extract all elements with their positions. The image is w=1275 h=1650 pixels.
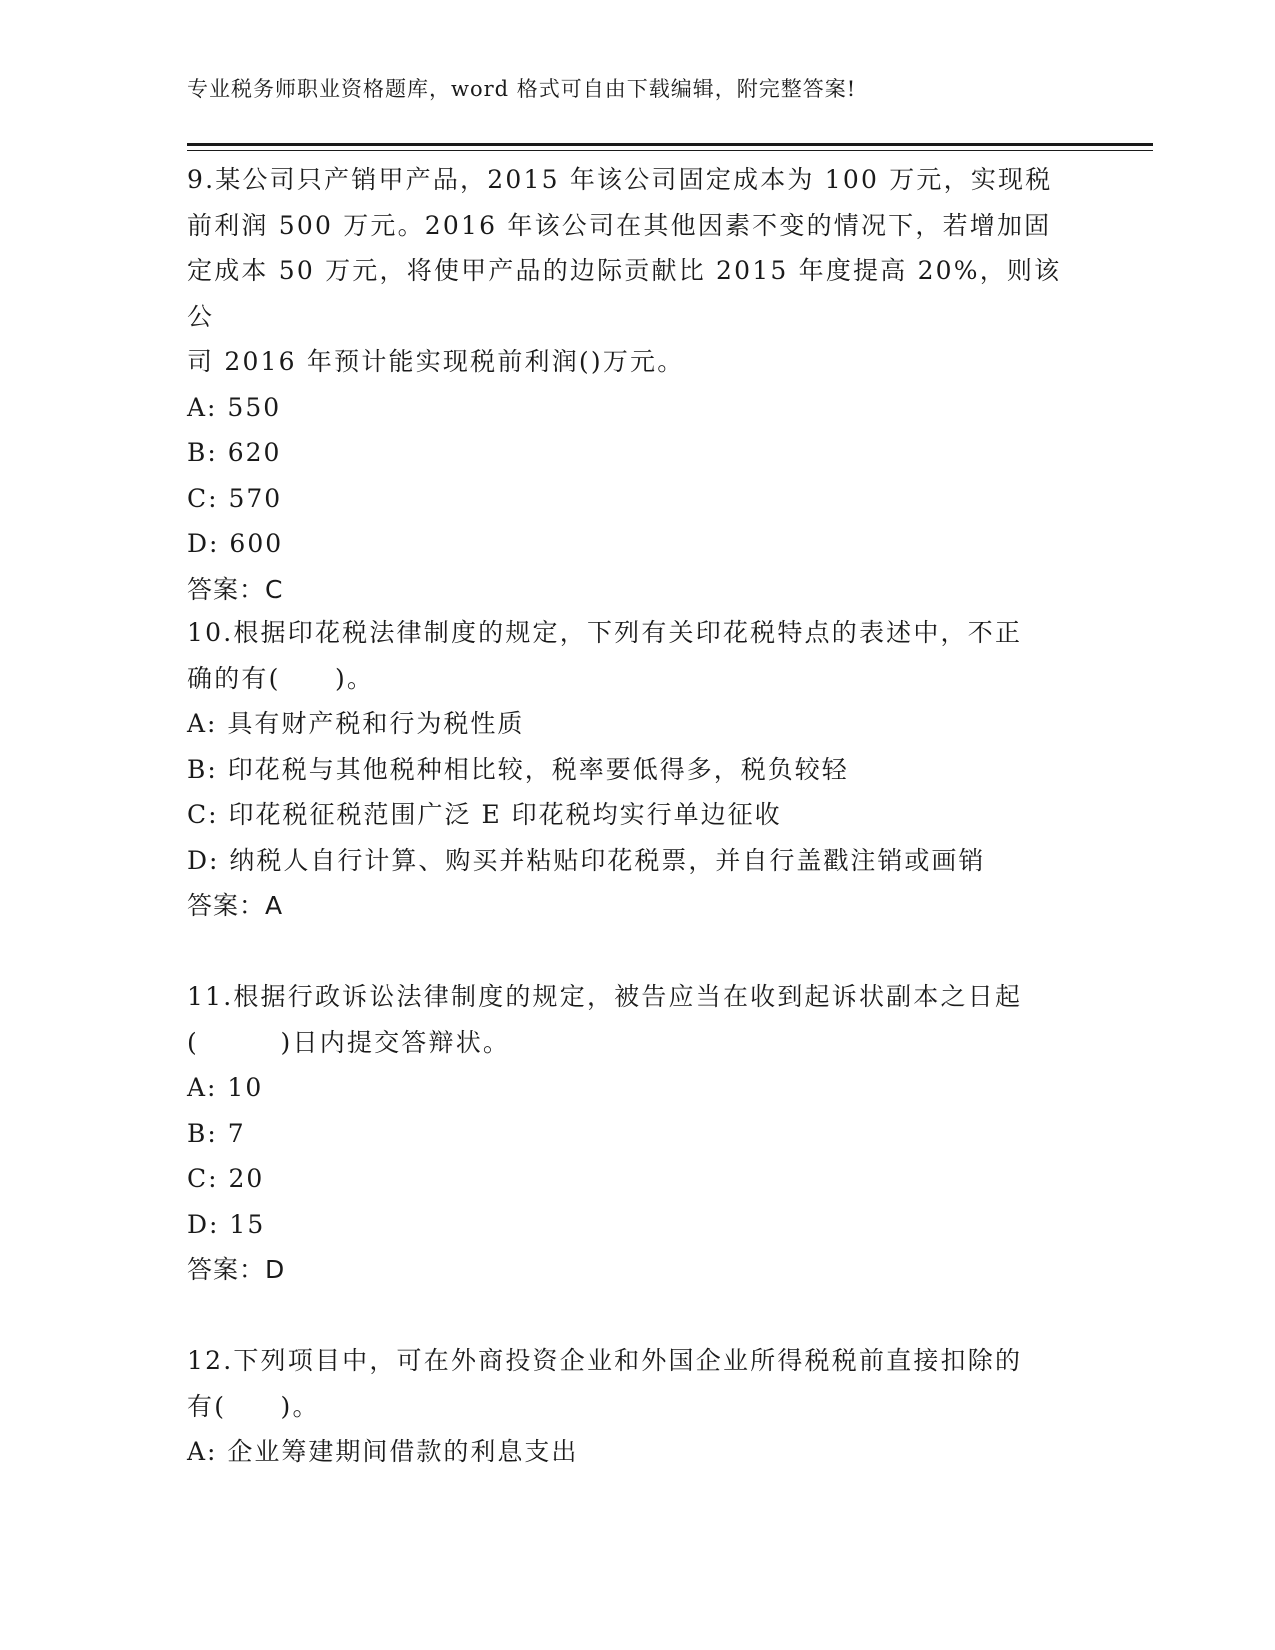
option-d: D: 15: [187, 1209, 266, 1239]
option-b: B: 620: [187, 438, 282, 467]
option-c: C: 印花税征税范围广泛 E 印花税均实行单边征收: [187, 800, 782, 829]
header-rule-thick: [187, 143, 1153, 146]
option-c: C: 570: [187, 483, 283, 513]
option-a: A: 具有财产税和行为税性质: [187, 709, 525, 738]
question-stem: [187, 974, 1087, 1065]
answer: 答案：D: [187, 1255, 286, 1284]
option-d: D: 纳税人自行计算、购买并粘贴印花税票，并自行盖戳注销或画销: [187, 845, 986, 875]
question-stem: [187, 157, 1087, 385]
question-stem: [187, 1338, 1087, 1429]
stem-line: 定成本 50 万元，将使甲产品的边际贡献比 2015 年度提高 20%，则该公: [187, 256, 1062, 331]
question-12: [187, 1338, 1087, 1475]
stem-line: 司 2016 年预计能实现税前利润()万元。: [187, 347, 685, 376]
question-11: [187, 974, 1087, 1293]
stem-line: 11.根据行政诉讼法律制度的规定，被告应当在收到起诉状副本之日起: [187, 982, 1023, 1011]
option-c: C: 20: [187, 1164, 265, 1193]
answer: 答案：A: [187, 891, 284, 920]
stem-line: 前利润 500 万元。2016 年该公司在其他因素不变的情况下，若增加固: [187, 210, 1052, 240]
stem-line: 确的有( )。: [187, 663, 375, 693]
option-d: D: 600: [187, 529, 284, 558]
question-9: [187, 157, 1087, 612]
stem-line: 有( )。: [187, 1391, 320, 1421]
stem-line: ( )日内提交答辩状。: [187, 1027, 511, 1057]
answer: 答案：C: [187, 574, 284, 604]
option-a: A: 10: [187, 1073, 264, 1102]
option-a: A: 企业筹建期间借款的利息支出: [187, 1437, 579, 1466]
question-stem: [187, 610, 1087, 701]
question-10: [187, 610, 1087, 929]
option-a: A: 550: [187, 392, 282, 422]
page-header: 专业税务师职业资格题库，word 格式可自由下载编辑，附完整答案!: [187, 77, 857, 101]
stem-line: 10.根据印花税法律制度的规定，下列有关印花税特点的表述中，不正: [187, 618, 1023, 647]
stem-line: 12.下列项目中，可在外商投资企业和外国企业所得税税前直接扣除的: [187, 1346, 1023, 1375]
option-b: B: 7: [187, 1118, 246, 1148]
header-rule-thin: [187, 150, 1153, 151]
option-b: B: 印花税与其他税种相比较，税率要低得多，税负较轻: [187, 754, 849, 784]
stem-line: 9.某公司只产销甲产品，2015 年该公司固定成本为 100 万元，实现税: [187, 165, 1053, 194]
